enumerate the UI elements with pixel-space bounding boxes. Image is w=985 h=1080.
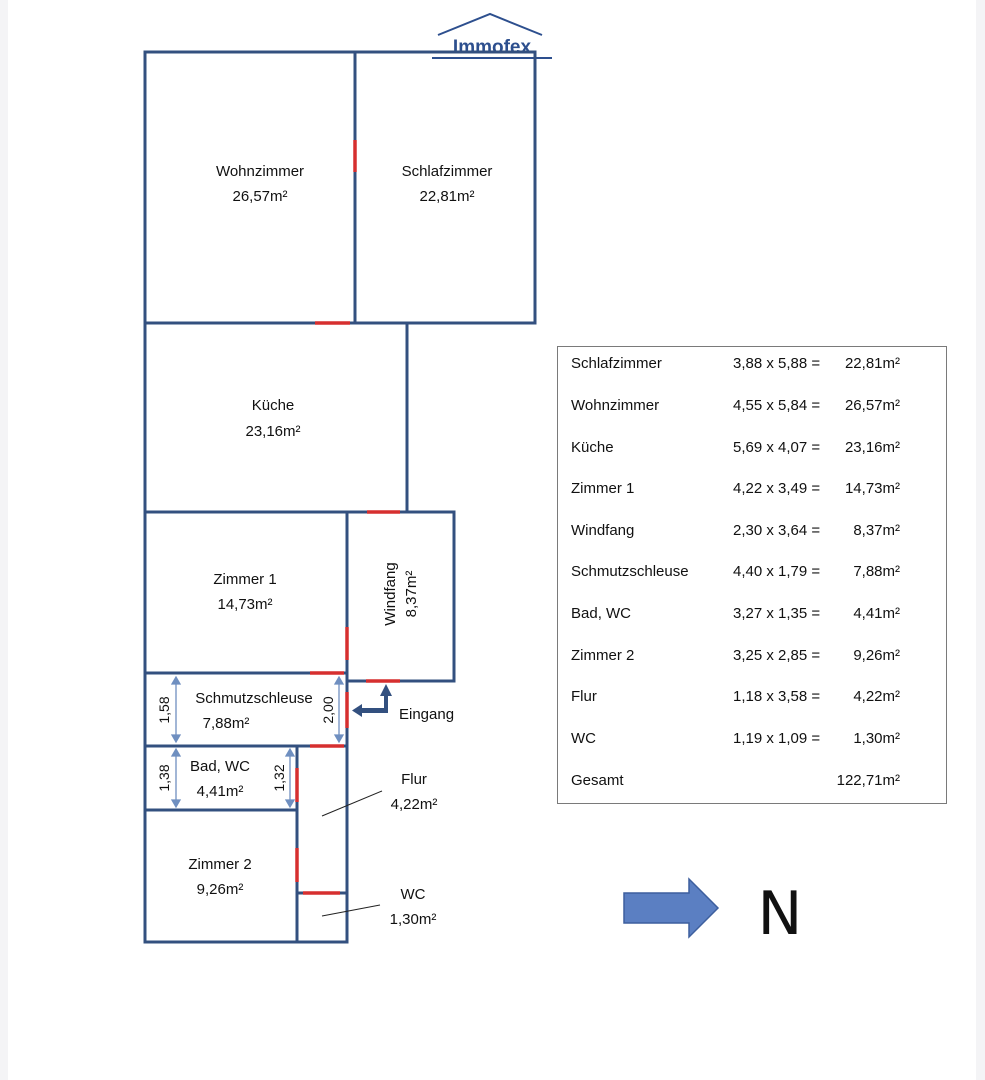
row-name: Zimmer 1 bbox=[571, 480, 635, 497]
wall-kueche bbox=[145, 323, 407, 512]
dim-schmutzschleuse-left: 1,58 bbox=[156, 696, 172, 724]
dim-schmutzschleuse-right: 2,00 bbox=[320, 696, 336, 724]
entrance-arrow-head-up bbox=[380, 684, 392, 696]
row-name: Wohnzimmer bbox=[571, 397, 660, 414]
wall-wc bbox=[297, 893, 347, 942]
row-dimensions: 3,27 x 1,35 = bbox=[733, 605, 821, 622]
row-area: 4,22m² bbox=[853, 688, 900, 705]
row-area: 26,57m² bbox=[844, 397, 900, 414]
row-dimensions: 3,25 x 2,85 = bbox=[733, 647, 821, 664]
room-labels bbox=[188, 163, 492, 928]
row-area: 1,30m² bbox=[853, 730, 900, 747]
row-name: Schlafzimmer bbox=[571, 355, 662, 372]
wall-windfang bbox=[347, 512, 454, 681]
room-kueche-name: Küche bbox=[251, 397, 295, 414]
room-schmutzschleuse-name: Schmutzschleuse bbox=[195, 690, 313, 707]
row-name: WC bbox=[571, 730, 596, 747]
row-dimensions: 1,18 x 3,58 = bbox=[733, 688, 821, 705]
row-area: 22,81m² bbox=[844, 355, 900, 372]
row-dimensions: 2,30 x 3,64 = bbox=[733, 522, 821, 539]
room-bad-area: 4,41m² bbox=[196, 783, 244, 800]
table-row bbox=[558, 521, 946, 541]
total-label: Gesamt bbox=[571, 772, 624, 789]
leader-lines bbox=[322, 791, 382, 916]
room-wc-name: WC bbox=[400, 886, 426, 903]
row-area: 14,73m² bbox=[844, 480, 900, 497]
room-schlafzimmer-area: 22,81m² bbox=[419, 188, 475, 205]
entrance-label: Eingang bbox=[399, 706, 455, 723]
entrance-arrow-icon bbox=[352, 684, 392, 717]
table-row bbox=[558, 604, 946, 624]
entrance-arrow-bar bbox=[360, 708, 388, 713]
row-area: 4,41m² bbox=[853, 605, 900, 622]
logo-roof bbox=[438, 14, 542, 35]
table-row bbox=[558, 479, 946, 499]
row-dimensions: 4,22 x 3,49 = bbox=[733, 480, 821, 497]
room-zimmer2-area: 9,26m² bbox=[196, 881, 244, 898]
flur-leader-line bbox=[322, 791, 382, 816]
row-dimensions: 5,69 x 4,07 = bbox=[733, 439, 821, 456]
row-dimensions: 4,55 x 5,84 = bbox=[733, 397, 821, 414]
wall-flur bbox=[297, 746, 347, 893]
room-zimmer1-name: Zimmer 1 bbox=[213, 571, 277, 588]
north-arrow-icon bbox=[624, 879, 718, 937]
wall-zimmer2 bbox=[145, 810, 297, 942]
table-total-row bbox=[558, 771, 946, 791]
room-bad-name: Bad, WC bbox=[189, 758, 251, 775]
row-dimensions: 1,19 x 1,09 = bbox=[733, 730, 821, 747]
table-row bbox=[558, 396, 946, 416]
north-indicator bbox=[624, 879, 802, 949]
room-windfang-name: Windfang bbox=[382, 562, 399, 626]
dim-bad-right: 1,32 bbox=[271, 764, 287, 792]
row-area: 9,26m² bbox=[853, 647, 900, 664]
room-wohnzimmer-name: Wohnzimmer bbox=[215, 163, 305, 180]
row-name: Bad, WC bbox=[571, 605, 632, 622]
room-flur-area: 4,22m² bbox=[390, 796, 438, 813]
table-row bbox=[558, 646, 946, 666]
room-zimmer2-name: Zimmer 2 bbox=[188, 856, 252, 873]
row-name: Küche bbox=[571, 439, 614, 456]
area-table bbox=[557, 346, 947, 804]
row-name: Windfang bbox=[571, 522, 635, 539]
dimension-labels bbox=[156, 696, 336, 791]
row-area: 23,16m² bbox=[844, 439, 900, 456]
room-flur-name: Flur bbox=[401, 771, 427, 788]
dim-bad-left: 1,38 bbox=[156, 764, 172, 792]
table-row bbox=[558, 354, 946, 374]
table-row bbox=[558, 687, 946, 707]
row-area: 8,37m² bbox=[853, 522, 900, 539]
wc-leader-line bbox=[322, 905, 380, 916]
north-label: N bbox=[757, 879, 803, 949]
room-windfang-area: 8,37m² bbox=[403, 570, 420, 618]
table-row bbox=[558, 562, 946, 582]
table-row bbox=[558, 438, 946, 458]
room-kueche-area: 23,16m² bbox=[245, 423, 301, 440]
room-zimmer1-area: 14,73m² bbox=[217, 596, 273, 613]
wall-zimmer1 bbox=[145, 512, 347, 673]
room-wohnzimmer-area: 26,57m² bbox=[232, 188, 288, 205]
row-dimensions: 3,88 x 5,88 = bbox=[733, 355, 821, 372]
entrance-arrow-head-left bbox=[352, 704, 362, 717]
room-schlafzimmer-name: Schlafzimmer bbox=[401, 163, 493, 180]
row-name: Schmutzschleuse bbox=[571, 563, 689, 580]
row-name: Zimmer 2 bbox=[571, 647, 635, 664]
room-schmutzschleuse-area: 7,88m² bbox=[202, 715, 250, 732]
table-row bbox=[558, 729, 946, 749]
total-area: 122,71m² bbox=[836, 772, 900, 789]
row-name: Flur bbox=[571, 688, 597, 705]
room-wc-area: 1,30m² bbox=[389, 911, 437, 928]
logo-text: Immofex bbox=[452, 37, 532, 58]
row-dimensions: 4,40 x 1,79 = bbox=[733, 563, 821, 580]
row-area: 7,88m² bbox=[853, 563, 900, 580]
